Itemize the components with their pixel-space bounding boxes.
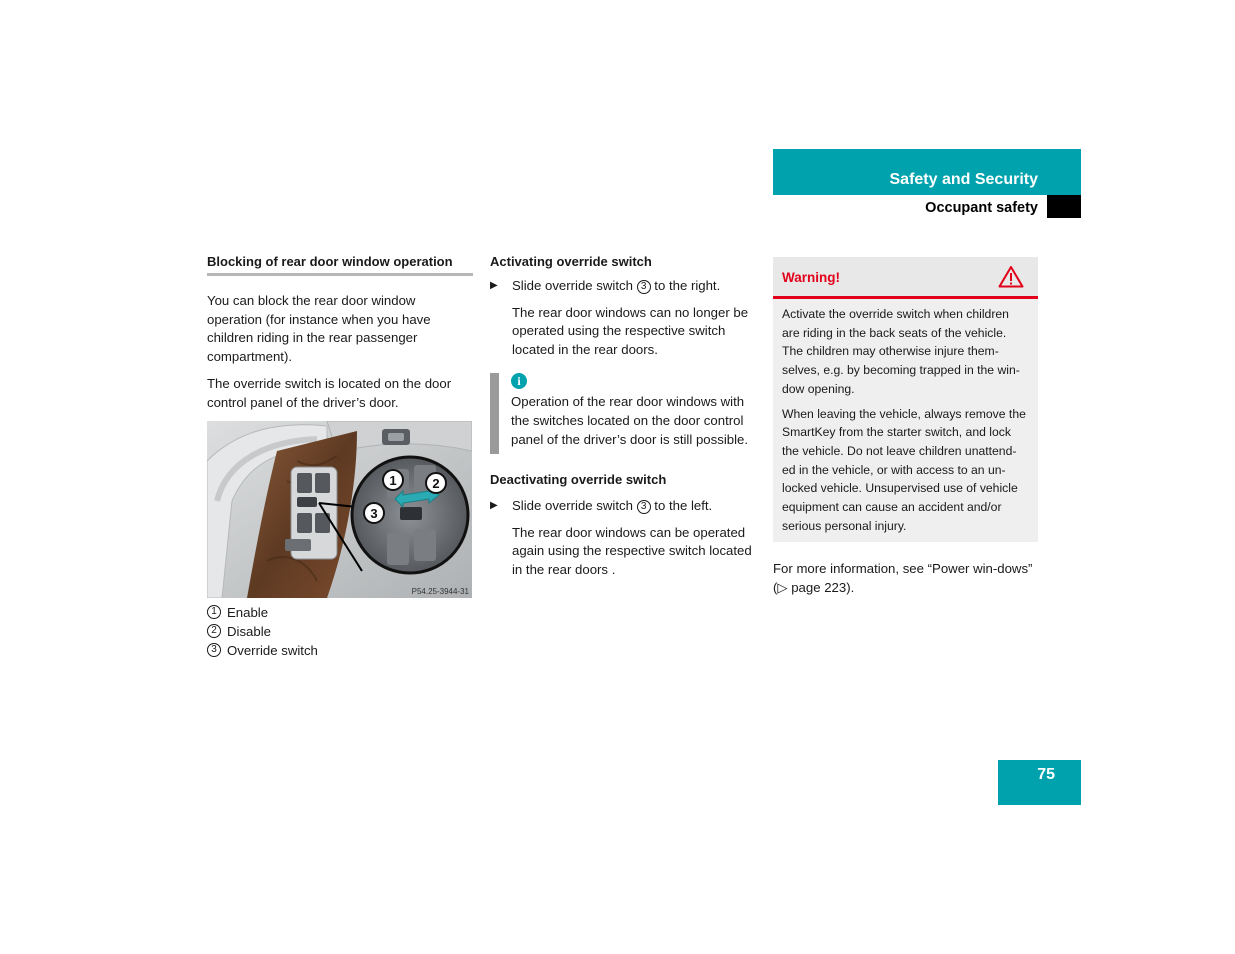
step-text: to the right. (654, 278, 721, 293)
column-left (207, 254, 473, 660)
section-heading: Blocking of rear door window operation (207, 254, 473, 276)
legend-number: 3 (207, 643, 221, 657)
info-note (490, 373, 756, 454)
thumb-tab (1047, 195, 1081, 218)
legend-item (207, 622, 473, 641)
intro-paragraph: You can block the rear door window operation (for instance when you have children riding in the rear passenger compartment). (207, 293, 431, 364)
deactivating-step (490, 497, 756, 516)
page-number: 75 (1037, 766, 1055, 783)
callout-2: 2 (432, 475, 440, 491)
step-text: to the left. (654, 498, 713, 514)
step-number: 3 (637, 500, 651, 514)
warning-paragraph: Activate the override switch when children are riding in the back seats of the vehicle. The children may otherwise injure them-selves, e.g. by becoming trapped in the win-dow opening. (782, 307, 1020, 396)
warning-title: Warning! (782, 270, 840, 285)
more-info-reference: For more information, see “Power win-dows” (▷ page 223). (773, 561, 1033, 595)
legend-number: 2 (207, 624, 221, 638)
warning-box (773, 257, 1038, 542)
callout-1: 1 (389, 472, 397, 488)
door-panel-figure (207, 421, 472, 598)
column-middle (490, 254, 756, 580)
figure-legend (207, 603, 473, 660)
callout-3: 3 (370, 505, 378, 521)
subsection-title: Occupant safety (925, 200, 1038, 216)
step-text: Slide override switch (512, 278, 633, 293)
legend-item (207, 641, 473, 660)
deactivating-result: The rear door windows can be operated again using the respective switch located in the rear doors . (512, 524, 752, 577)
info-icon: i (511, 373, 527, 389)
step-text: Slide override switch (512, 498, 633, 514)
legend-label: Disable (227, 623, 271, 639)
legend-number: 1 (207, 605, 221, 619)
legend-item (207, 603, 473, 622)
warning-paragraph: When leaving the vehicle, always remove the SmartKey from the starter switch, and lock the vehicle. Do not leave children unattend-ed in the vehicle, or with access to an un-locked vehicle. Unsupervised use of vehicle equipment can cause an accident and/or serious personal injury. (782, 406, 1026, 533)
warning-body (773, 299, 1038, 535)
activating-step (490, 277, 756, 296)
bullet-triangle-icon: ▶ (490, 280, 498, 291)
legend-label: Enable (227, 604, 269, 620)
info-text: Operation of the rear door windows with the switches located on the door control panel of the driver’s door is still possible. (511, 394, 749, 447)
figure-code: P54.25-3944-31 (411, 586, 469, 596)
activating-heading: Activating override switch (490, 254, 652, 269)
warning-triangle-icon (998, 265, 1024, 288)
activating-result: The rear door windows can no longer be operated using the respective switch located in the rear doors. (512, 304, 749, 357)
door-panel-illustration (207, 421, 472, 598)
section-header-band (773, 149, 1081, 195)
location-paragraph: The override switch is located on the door control panel of the driver’s door. (207, 376, 452, 410)
bullet-triangle-icon: ▶ (490, 500, 498, 512)
warning-header (773, 257, 1038, 299)
legend-label: Override switch (227, 642, 318, 658)
section-title: Safety and Security (889, 171, 1038, 188)
page-number-box (998, 760, 1081, 805)
step-number: 3 (637, 280, 651, 294)
deactivating-heading: Deactivating override switch (490, 472, 667, 488)
